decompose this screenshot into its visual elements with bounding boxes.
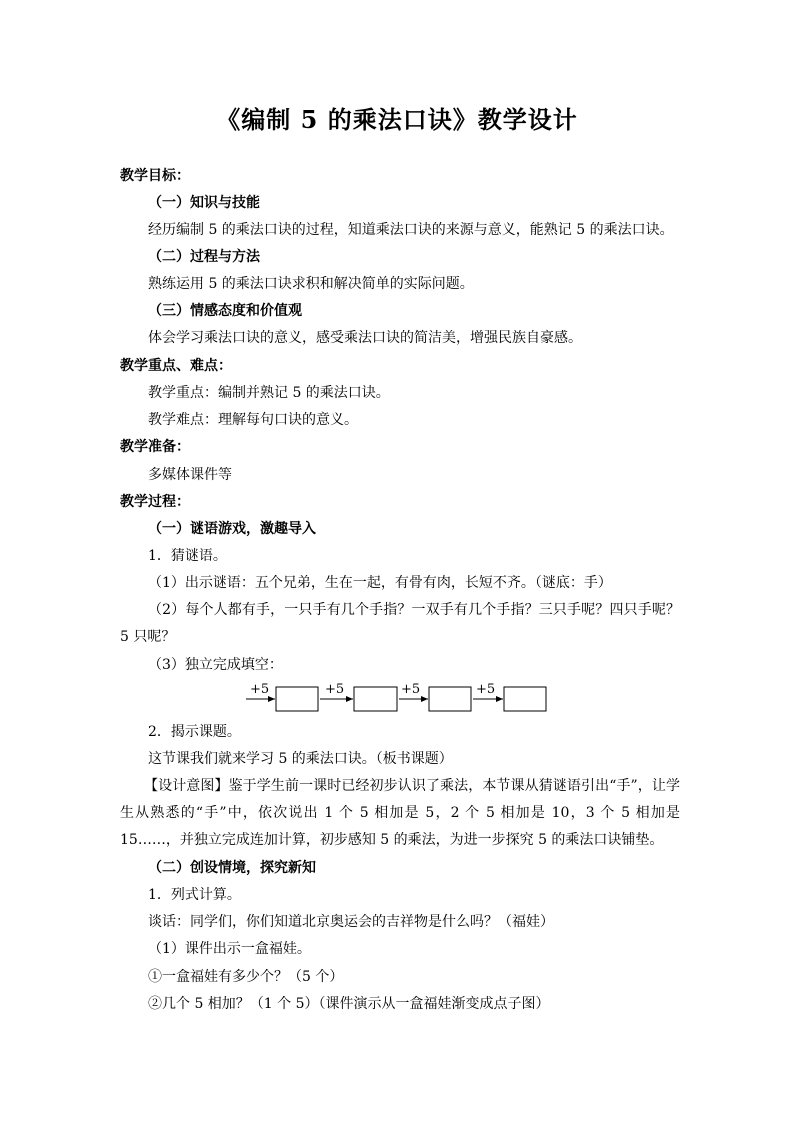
part2-item1: （1）课件出示一盒福娃。 [148,941,311,957]
part2-question1: ①一盒福娃有多少个？（5 个） [148,969,344,985]
objective-knowledge-heading: （一）知识与技能 [148,195,260,211]
part2-question2: ②几个 5 相加？（1 个 5）（课件演示从一盒福娃渐变成点子图） [148,996,550,1012]
plus-five-label: +5 [325,682,345,697]
design-intent: 【设计意图】鉴于学生前一课时已经初步认识了乘法，本节课从猜谜语引出“手”，让学生从熟悉的“手”中，依次说出 1 个 5 相加是 5，2 个 5 相加是 10，3 个 5 相加是 15……，并独立完成连加计算，初步感知 5 的乘法，为进一步探究 5 的乘法口诀铺垫。 [120,778,680,848]
part1-step2-text: 这节课我们就来学习 5 的乘法口诀。（板书课题） [148,751,453,767]
plus-five-label: +5 [401,682,421,697]
process-heading: 教学过程： [120,494,190,510]
part2-talk: 谈话：同学们，你们知道北京奥运会的吉祥物是什么吗？（福娃） [148,914,554,930]
sequence-step-3 [399,682,471,711]
blank-box[interactable] [504,687,546,711]
part2-step1: 1．列式计算。 [148,887,241,903]
part1-step2: 2．揭示课题。 [148,724,241,740]
objective-attitude-text: 体会学习乘法口诀的意义，感受乘法口诀的简洁美，增强民族自豪感。 [148,330,582,346]
part2-title: （二）创设情境，探究新知 [148,860,316,876]
blank-box[interactable] [429,687,471,711]
sequence-step-1 [246,682,318,711]
objective-process-text: 熟练运用 5 的乘法口诀求积和解决简单的实际问题。 [148,276,474,292]
page-title: 《编制 5 的乘法口诀》教学设计 [216,105,578,134]
part1-item3: （3）独立完成填空： [148,657,283,673]
sequence-step-4 [473,682,546,711]
key-points-heading: 教学重点、难点： [120,358,232,374]
sequence-step-2 [320,682,397,711]
objective-process-heading: （二）过程与方法 [148,249,260,265]
blank-box[interactable] [276,687,318,711]
difficulty-text: 教学难点：理解每句口诀的意义。 [148,412,358,428]
blank-box[interactable] [354,687,397,711]
preparation-heading: 教学准备： [120,439,190,455]
part1-title: （一）谜语游戏，激趣导入 [148,521,316,537]
plus-five-label: +5 [476,682,496,697]
objective-attitude-heading: （三）情感态度和价值观 [148,303,302,319]
preparation-text: 多媒体课件等 [148,467,232,483]
plus-five-label: +5 [250,682,270,697]
objective-knowledge-text: 经历编制 5 的乘法口诀的过程，知道乘法口诀的来源与意义，能熟记 5 的乘法口诀。 [148,222,674,238]
part1-step1: 1．猜谜语。 [148,548,227,564]
key-point-text: 教学重点：编制并熟记 5 的乘法口诀。 [148,385,390,401]
part1-item1: （1）出示谜语：五个兄弟，生在一起，有骨有肉，长短不齐。（谜底：手） [148,575,612,591]
objectives-heading: 教学目标： [120,168,190,184]
part1-item2: （2）每个人都有手，一只手有几个手指？一双手有几个手指？三只手呢？四只手呢？5 只呢？ [120,602,680,645]
